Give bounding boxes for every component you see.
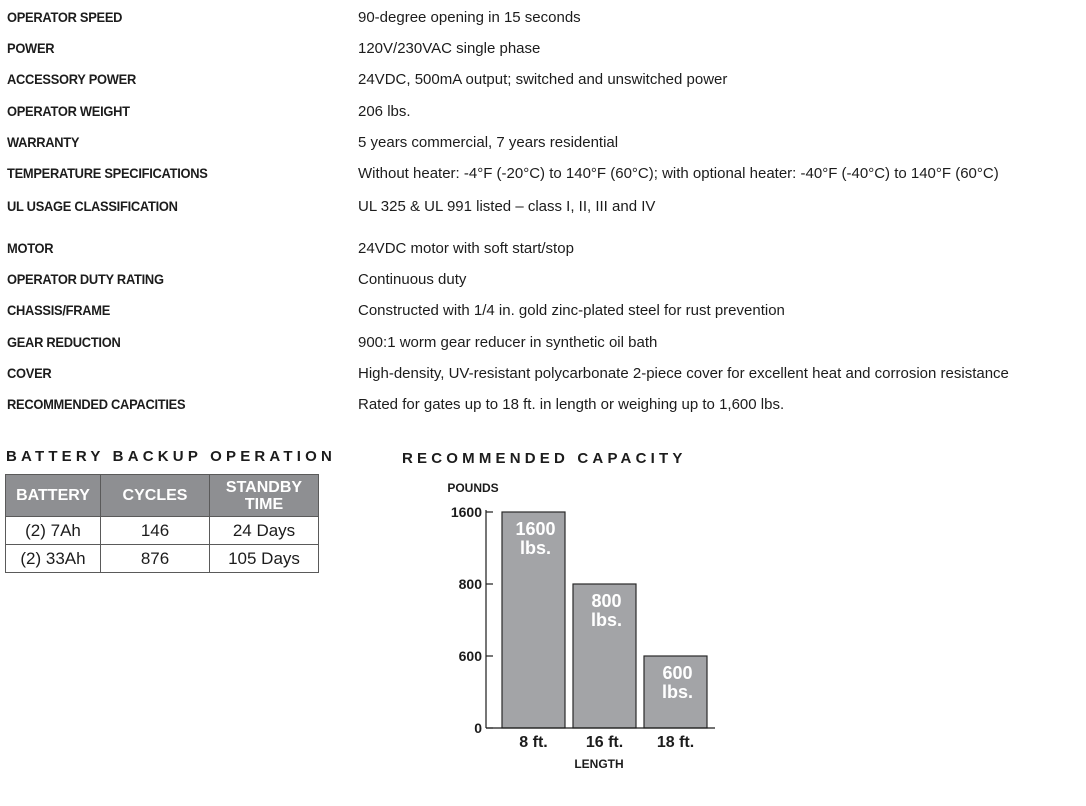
spec-value: 900:1 worm gear reducer in synthetic oil bath — [358, 334, 658, 351]
cycles-cell: 146 — [101, 517, 210, 545]
y-tick-label: 0 — [474, 720, 482, 736]
battery-cell: (2) 7Ah — [6, 517, 101, 545]
bar-unit-label: lbs. — [519, 538, 552, 558]
spec-label: OPERATOR WEIGHT — [7, 103, 130, 119]
x-tick-label: 18 ft. — [656, 734, 695, 751]
spec-value: High-density, UV-resistant polycarbonate 2-piece cover for excellent heat and corrosion resistance — [358, 365, 1009, 382]
spec-value: UL 325 & UL 991 listed – class I, II, III and IV — [358, 198, 656, 215]
bar-unit-label: lbs. — [661, 682, 694, 702]
y-axis-label: POUNDS — [447, 481, 499, 495]
spec-value: 24VDC, 500mA output; switched and unswitched power — [358, 71, 728, 88]
cycles-column-header: CYCLES — [101, 475, 210, 517]
spec-value: 206 lbs. — [358, 103, 411, 120]
spec-label: POWER — [7, 40, 55, 56]
bar-unit-label: lbs. — [590, 610, 623, 630]
spec-label: RECOMMENDED CAPACITIES — [7, 396, 186, 412]
chart-title: RECOMMENDED CAPACITY — [402, 450, 687, 467]
spec-label: MOTOR — [7, 240, 54, 256]
y-tick-label: 600 — [458, 648, 482, 664]
x-tick-label: 16 ft. — [585, 734, 624, 751]
spec-label: WARRANTY — [7, 134, 80, 150]
cycles-cell: 876 — [101, 545, 210, 573]
spec-label: TEMPERATURE SPECIFICATIONS — [7, 165, 208, 181]
spec-value: 5 years commercial, 7 years residential — [358, 134, 619, 151]
spec-value: Continuous duty — [358, 271, 467, 288]
battery-column-header: BATTERY — [6, 475, 101, 517]
x-tick-label: 8 ft. — [519, 734, 548, 751]
battery-cell: (2) 33Ah — [6, 545, 101, 573]
y-tick-label: 1600 — [450, 504, 482, 520]
spec-label: COVER — [7, 365, 52, 381]
bar-value-label: 600 — [662, 663, 693, 683]
spec-value: Rated for gates up to 18 ft. in length or weighing up to 1,600 lbs. — [358, 396, 785, 413]
standby-cell: 105 Days — [210, 545, 319, 573]
battery-backup-title: BATTERY BACKUP OPERATION — [6, 448, 336, 465]
spec-label: OPERATOR SPEED — [7, 9, 123, 25]
spec-value: Without heater: -4°F (-20°C) to 140°F (60°C); with optional heater: -40°F (-40°C) to 140°F (60°C) — [358, 165, 999, 182]
spec-value: 120V/230VAC single phase — [358, 40, 541, 57]
spec-label: GEAR REDUCTION — [7, 334, 121, 350]
y-tick-label: 800 — [458, 576, 482, 592]
spec-value: Constructed with 1/4 in. gold zinc-plated steel for rust prevention — [358, 302, 785, 319]
spec-value: 24VDC motor with soft start/stop — [358, 240, 574, 257]
spec-label: CHASSIS/FRAME — [7, 302, 111, 318]
bar-value-label: 800 — [591, 591, 622, 611]
spec-label: ACCESSORY POWER — [7, 71, 136, 87]
spec-label: OPERATOR DUTY RATING — [7, 271, 164, 287]
bar-value-label: 1600 — [515, 519, 556, 539]
standby-cell: 24 Days — [210, 517, 319, 545]
spec-label: UL USAGE CLASSIFICATION — [7, 198, 178, 214]
standby-header-line1: STANDBY — [225, 478, 303, 496]
spec-value: 90-degree opening in 15 seconds — [358, 9, 581, 26]
standby-header-line2: TIME — [244, 495, 284, 513]
x-axis-label: LENGTH — [574, 757, 624, 771]
